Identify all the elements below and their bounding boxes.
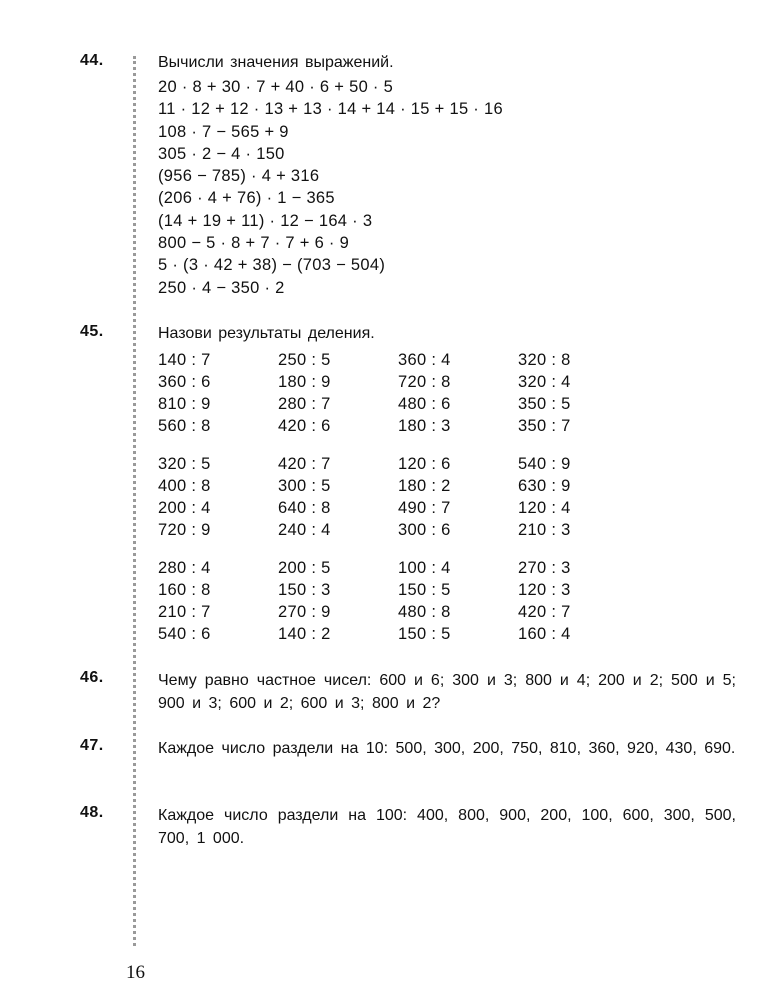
division-item: 560 : 8 [158, 417, 211, 435]
task-prompt: Вычисли значения выражений. [158, 54, 394, 71]
expression: 11 · 12 + 12 · 13 + 13 · 14 + 14 · 15 + 15 · 16 [158, 100, 503, 119]
division-item: 210 : 7 [158, 603, 211, 621]
division-item: 360 : 6 [158, 373, 211, 391]
task-body [158, 669, 740, 715]
division-item: 350 : 5 [518, 395, 571, 413]
division-row [158, 393, 740, 415]
task-text: Чему равно частное чисел: 600 и 6; 300 и 3; 800 и 4; 200 и 2; 500 и 5; 900 и 3; 600 и 2; 600 и 3; 800 и 2? [158, 672, 736, 712]
division-item: 140 : 2 [278, 625, 331, 643]
expression: 305 · 2 − 4 · 150 [158, 144, 285, 163]
task-text: Каждое число раздели на 10: 500, 300, 200, 750, 810, 360, 920, 430, 690. [158, 740, 736, 757]
division-item: 180 : 2 [398, 477, 451, 495]
division-item: 270 : 9 [278, 603, 331, 621]
division-item: 270 : 3 [518, 559, 571, 577]
expression: (206 · 4 + 76) · 1 − 365 [158, 189, 335, 208]
division-block [158, 453, 740, 541]
division-item: 400 : 8 [158, 477, 211, 495]
division-item: 180 : 3 [398, 417, 451, 435]
expression: 108 · 7 − 565 + 9 [158, 122, 289, 141]
division-item: 420 : 7 [278, 455, 331, 473]
task-body [158, 804, 740, 850]
division-item: 490 : 7 [398, 499, 451, 517]
division-row [158, 371, 740, 393]
division-item: 810 : 9 [158, 395, 211, 413]
division-item: 630 : 9 [518, 477, 571, 495]
task-body [158, 52, 740, 299]
expression: 250 · 4 − 350 · 2 [158, 278, 285, 297]
division-item: 300 : 6 [398, 521, 451, 539]
division-item: 480 : 6 [398, 395, 451, 413]
task-body [158, 323, 740, 661]
division-item: 280 : 4 [158, 559, 211, 577]
task-text: Каждое число раздели на 100: 400, 800, 900, 200, 100, 600, 300, 500, 700, 1 000. [158, 807, 736, 847]
division-item: 240 : 4 [278, 521, 331, 539]
division-item: 420 : 7 [518, 603, 571, 621]
division-item: 160 : 8 [158, 581, 211, 599]
division-item: 640 : 8 [278, 499, 331, 517]
division-item: 320 : 4 [518, 373, 571, 391]
division-grid [158, 349, 740, 645]
expression: (14 + 19 + 11) · 12 − 164 · 3 [158, 211, 373, 230]
division-item: 100 : 4 [398, 559, 451, 577]
division-item: 120 : 4 [518, 499, 571, 517]
division-item: 350 : 7 [518, 417, 571, 435]
task-prompt: Назови результаты деления. [158, 325, 375, 342]
division-item: 120 : 3 [518, 581, 571, 599]
page-number: 16 [126, 962, 145, 983]
division-item: 320 : 8 [518, 351, 571, 369]
division-row [158, 579, 740, 601]
division-item: 120 : 6 [398, 455, 451, 473]
division-block [158, 349, 740, 437]
task-number: 46. [80, 669, 104, 686]
division-item: 200 : 4 [158, 499, 211, 517]
division-row [158, 557, 740, 579]
margin-dotted-rule [133, 56, 136, 946]
task-number: 47. [80, 737, 104, 754]
division-row [158, 497, 740, 519]
task-number: 44. [80, 52, 104, 69]
division-block [158, 557, 740, 645]
division-item: 300 : 5 [278, 477, 331, 495]
division-row [158, 475, 740, 497]
expression: (956 − 785) · 4 + 316 [158, 167, 320, 186]
division-item: 140 : 7 [158, 351, 211, 369]
division-row [158, 453, 740, 475]
expression-list [158, 76, 740, 299]
task-body [158, 737, 740, 760]
division-item: 210 : 3 [518, 521, 571, 539]
division-item: 280 : 7 [278, 395, 331, 413]
division-item: 150 : 3 [278, 581, 331, 599]
expression: 800 − 5 · 8 + 7 · 7 + 6 · 9 [158, 234, 350, 253]
division-item: 150 : 5 [398, 625, 451, 643]
division-item: 420 : 6 [278, 417, 331, 435]
division-item: 160 : 4 [518, 625, 571, 643]
division-item: 180 : 9 [278, 373, 331, 391]
division-row [158, 601, 740, 623]
expression: 20 · 8 + 30 · 7 + 40 · 6 + 50 · 5 [158, 78, 394, 96]
task-number: 48. [80, 804, 104, 821]
expression: 5 · (3 · 42 + 38) − (703 − 504) [158, 256, 386, 275]
division-item: 200 : 5 [278, 559, 331, 577]
division-item: 320 : 5 [158, 455, 211, 473]
division-item: 480 : 8 [398, 603, 451, 621]
division-item: 720 : 9 [158, 521, 211, 539]
division-item: 540 : 9 [518, 455, 571, 473]
division-item: 540 : 6 [158, 625, 211, 643]
division-item: 720 : 8 [398, 373, 451, 391]
division-item: 150 : 5 [398, 581, 451, 599]
division-item: 360 : 4 [398, 351, 451, 369]
task-number: 45. [80, 323, 104, 340]
division-row [158, 519, 740, 541]
division-row [158, 349, 740, 371]
division-item: 250 : 5 [278, 351, 331, 369]
division-row [158, 623, 740, 645]
division-row [158, 415, 740, 437]
